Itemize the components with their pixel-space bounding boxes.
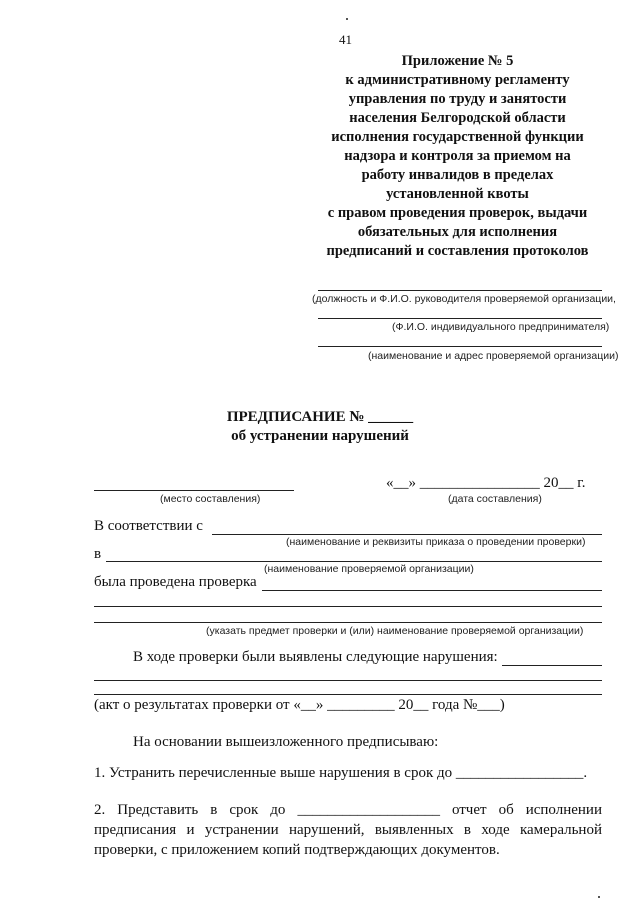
document-title [0, 408, 640, 446]
appendix-line: надзора и контроля за приемом на [344, 148, 571, 164]
appendix-line: установленной квоты [386, 186, 529, 202]
prescribe-label: На основании вышеизложенного предписываю: [133, 734, 439, 750]
accordance-label: В соответствии с [94, 518, 203, 534]
recipient-caption-2: (Ф.И.О. индивидуального предпринимателя) [392, 321, 610, 333]
act-reference[interactable]: (акт о результатах проверки от «__» _________ 20__ года №___) [94, 697, 505, 713]
title-line-2: об устранении нарушений [231, 428, 409, 444]
item-2: 2. Представить в срок до ___________________ отчет об исполнении предписания и устранении нарушений, выявленных в ходе камеральной проверки, с приложением копий подтверждающих документов. [94, 802, 602, 858]
organization-fill-line[interactable] [106, 561, 602, 562]
appendix-line: Приложение № 5 [401, 53, 514, 69]
appendix-line: с правом проведения проверок, выдачи [327, 205, 588, 221]
place-caption: (место составления) [160, 493, 261, 505]
inspection-fill-line-3[interactable] [94, 622, 602, 623]
recipient-fill-line[interactable] [318, 346, 602, 347]
in-label: в [94, 546, 102, 562]
date-field[interactable]: «__» ________________ 20__ г. [386, 475, 586, 491]
inspection-fill-line-2[interactable] [94, 606, 602, 607]
order-caption: (наименование и реквизиты приказа о проведении проверки) [286, 536, 586, 548]
organization-caption: (наименование проверяемой организации) [264, 563, 474, 575]
scan-speck [346, 18, 348, 20]
violations-fill-line-3[interactable] [94, 694, 602, 695]
appendix-line: управления по труду и занятости [348, 91, 567, 107]
recipient-caption-3: (наименование и адрес проверяемой организации) [368, 350, 619, 362]
recipient-caption-1: (должность и Ф.И.О. руководителя проверяемой организации, [312, 293, 616, 305]
page-number: 41 [339, 32, 352, 47]
recipient-fill-line[interactable] [318, 318, 602, 319]
recipient-fill-line[interactable] [318, 290, 602, 291]
violations-label: В ходе проверки были выявлены следующие нарушения: [133, 649, 498, 665]
inspection-label: была проведена проверка [94, 574, 257, 590]
appendix-line: работу инвалидов в пределах [361, 167, 554, 183]
violations-fill-line[interactable] [502, 665, 602, 666]
violations-fill-line-2[interactable] [94, 680, 602, 681]
appendix-line: предписаний и составления протоколов [326, 243, 589, 259]
appendix-line: обязательных для исполнения [357, 224, 558, 240]
appendix-line: к административному регламенту [345, 72, 570, 88]
order-fill-line[interactable] [212, 534, 602, 535]
appendix-line: населения Белгородской области [349, 110, 566, 126]
date-caption: (дата составления) [448, 493, 542, 505]
appendix-line: исполнения государственной функции [331, 129, 584, 145]
inspection-fill-line[interactable] [262, 590, 602, 591]
item-1: 1. Устранить перечисленные выше нарушения в срок до _________________. [94, 765, 588, 781]
subject-caption: (указать предмет проверки и (или) наименование проверяемой организации) [206, 625, 584, 637]
scan-speck [598, 896, 600, 898]
appendix-header [300, 52, 615, 261]
title-line-1: ПРЕДПИСАНИЕ № ______ [226, 409, 414, 425]
place-fill-line[interactable] [94, 490, 294, 491]
